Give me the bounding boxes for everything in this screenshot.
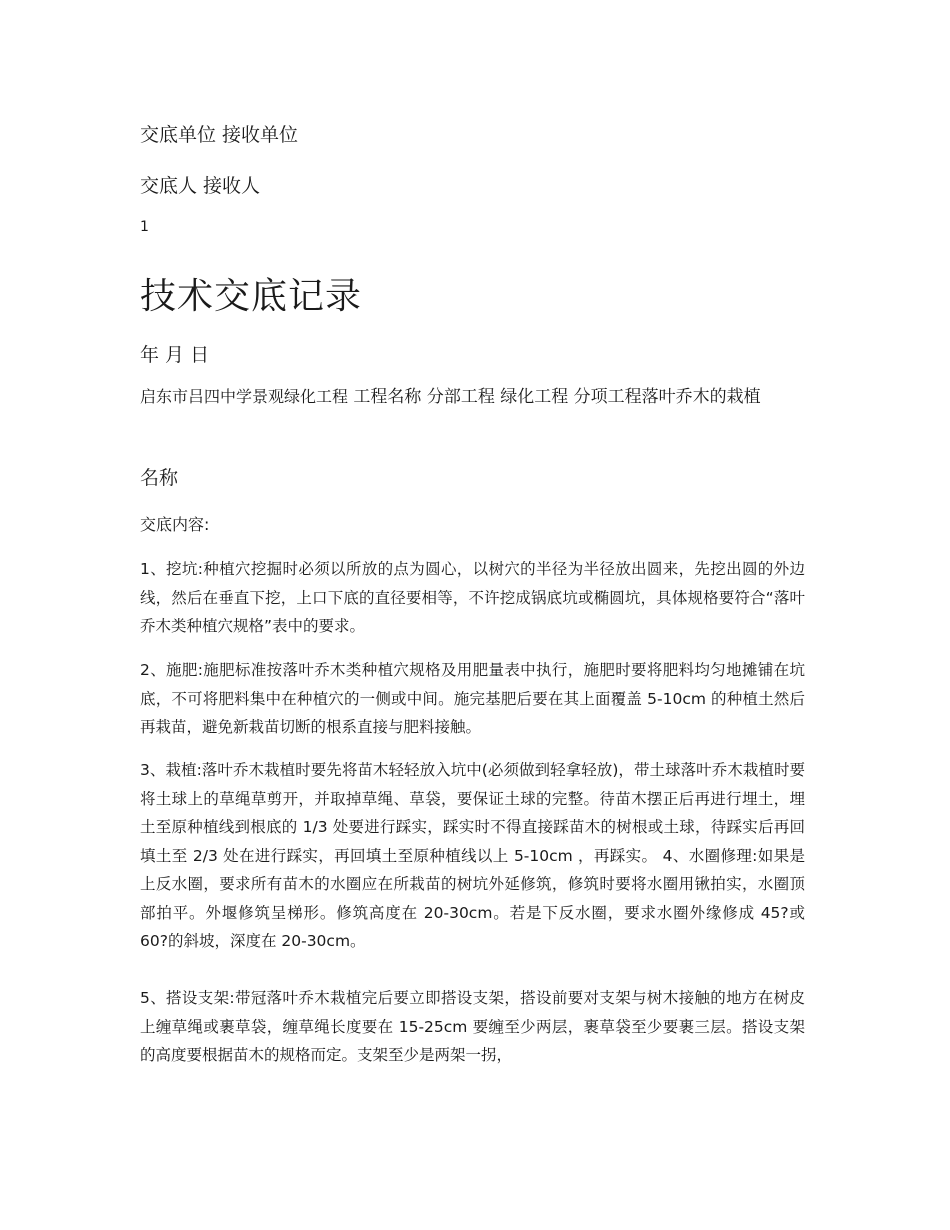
content-label: 交底内容: — [140, 515, 210, 534]
paragraph-dig-pit: 1、挖坑:种植穴挖掘时必须以所放的点为圆心，以树穴的半径为半径放出圆来，先挖出圆的外边线，然后在垂直下挖，上口下底的直径要相等，不许挖成锅底坑或椭圆坑，具体规格要符合“落叶乔木类种植穴规格”表中的要求。 — [140, 560, 805, 635]
document-title: 技术交底记录 — [140, 276, 363, 317]
paragraph-support: 5、搭设支架:带冠落叶乔木栽植完后要立即搭设支架，搭设前要对支架与树木接触的地方在树皮上缠草绳或裹草袋，缠草绳长度要在 15-25cm 要缠至少两层，裹草袋至少要裹三层。搭设支架的高度要根据苗木的规格而定。支架至少是两架一拐， — [140, 989, 805, 1064]
project-fields: 工程名称 分部工程 绿化工程 分项工程落叶乔木的栽植 — [353, 387, 761, 407]
date-line: 年 月 日 — [140, 344, 210, 366]
paragraph-planting: 3、栽植:落叶乔木栽植时要先将苗木轻轻放入坑中(必须做到轻拿轻放)，带土球落叶乔木栽植时要将土球上的草绳草剪开，并取掉草绳、草袋，要保证土球的完整。待苗木摆正后再进行埋土，埋土至原种植线到根底的 1/3 处要进行踩实，踩实时不得直接踩苗木的树根或土球，待踩实后再回填土至 2/3 处在进行踩实，再回填土至原种植线以上 5-10cm ，再踩实。 4、水圈修理:如果是上反水圈，要求所有苗木的水圈应在所栽苗的树坑外延修筑，修筑时要将水圈用锹拍实，水圈顶部拍平。外堰修筑呈梯形。修筑高度在 20-30cm。若是下反水圈，要求水圈外缘修成 45?或 60?的斜坡，深度在 20-30cm。 — [140, 761, 805, 950]
project-info — [140, 384, 805, 410]
name-label: 名称 — [140, 467, 179, 489]
persons-line: 交底人 接收人 — [140, 175, 261, 197]
units-line: 交底单位 接收单位 — [140, 124, 299, 146]
project-name: 启东市吕四中学景观绿化工程 — [140, 387, 349, 406]
page-number: 1 — [140, 219, 149, 235]
paragraph-fertilize: 2、施肥:施肥标准按落叶乔木类种植穴规格及用肥量表中执行，施肥时要将肥料均匀地摊铺在坑底，不可将肥料集中在种植穴的一侧或中间。施完基肥后要在其上面覆盖 5-10cm 的种植土然后再栽苗，避免新栽苗切断的根系直接与肥料接触。 — [140, 661, 805, 736]
